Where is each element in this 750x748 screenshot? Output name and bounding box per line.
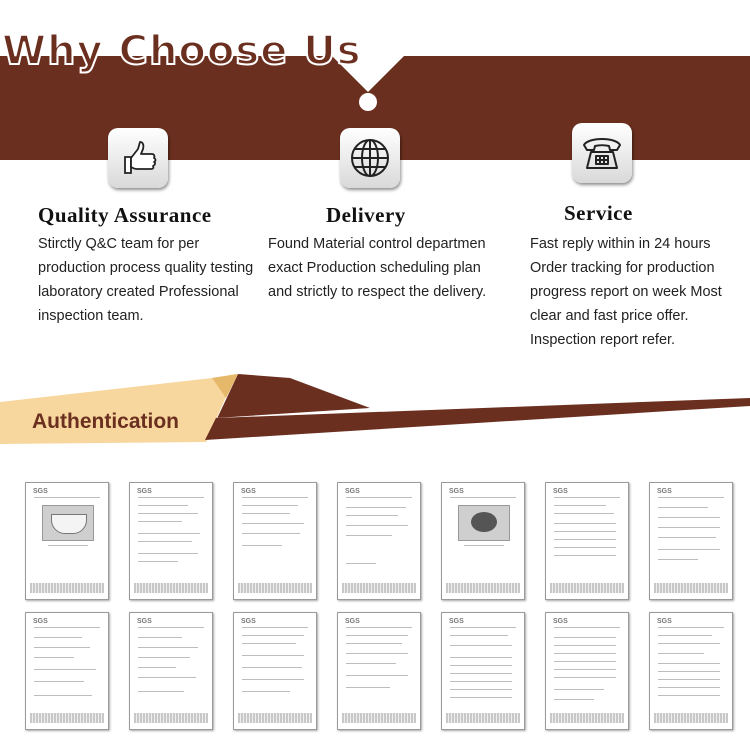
telephone-tile — [572, 123, 632, 183]
telephone-icon — [579, 130, 625, 176]
page-title: Why Choose Us — [2, 28, 362, 74]
feature-title-service: Service — [564, 201, 633, 225]
sgs-logo: SGS — [241, 618, 256, 625]
feature-text-quality — [38, 232, 253, 328]
authentication-title: Authentication — [32, 410, 179, 433]
feature-line: exact Production scheduling plan — [268, 260, 481, 276]
thumbs-up-tile — [108, 128, 168, 188]
sgs-logo: SGS — [33, 488, 48, 495]
feature-line: Inspection report refer. — [530, 332, 676, 348]
certificate-doc — [441, 482, 525, 600]
feature-line: Order tracking for production — [530, 260, 715, 276]
certificate-doc — [649, 612, 733, 730]
feature-line: laboratory created Professional — [38, 284, 239, 300]
certificate-doc — [25, 612, 109, 730]
sgs-logo: SGS — [137, 488, 152, 495]
feature-line: Stirctly Q&C team for per — [38, 236, 200, 252]
globe-tile — [340, 128, 400, 188]
sgs-logo: SGS — [137, 618, 152, 625]
feature-line: and strictly to respect the delivery. — [268, 284, 487, 300]
certificate-doc — [129, 482, 213, 600]
sgs-logo: SGS — [449, 618, 464, 625]
certificate-doc — [233, 482, 317, 600]
feature-line: inspection team. — [38, 308, 144, 324]
sgs-logo: SGS — [553, 618, 568, 625]
feature-title-delivery: Delivery — [326, 203, 406, 227]
sgs-logo: SGS — [657, 618, 672, 625]
feature-line: progress report on week Most — [530, 284, 722, 300]
feature-text-delivery — [268, 232, 486, 304]
sgs-logo: SGS — [345, 488, 360, 495]
sgs-logo: SGS — [657, 488, 672, 495]
certificate-doc — [545, 482, 629, 600]
feature-line: clear and fast price offer. — [530, 308, 689, 324]
feature-line: Fast reply within in 24 hours — [530, 236, 711, 252]
product-photo — [42, 505, 94, 541]
feature-text-service — [530, 232, 722, 352]
certificate-doc — [233, 612, 317, 730]
certificate-doc — [649, 482, 733, 600]
sgs-logo: SGS — [449, 488, 464, 495]
thumbs-up-icon — [116, 136, 160, 180]
certificate-doc — [337, 482, 421, 600]
certificate-doc — [337, 612, 421, 730]
globe-icon — [347, 135, 393, 181]
feature-line: production process quality testing — [38, 260, 254, 276]
certificate-doc — [545, 612, 629, 730]
certificate-doc — [129, 612, 213, 730]
certificate-doc — [25, 482, 109, 600]
banner-dot — [359, 93, 377, 111]
product-photo — [458, 505, 510, 541]
feature-title-quality: Quality Assurance — [38, 203, 212, 227]
certificate-doc — [441, 612, 525, 730]
sgs-logo: SGS — [553, 488, 568, 495]
sgs-logo: SGS — [345, 618, 360, 625]
sgs-logo: SGS — [241, 488, 256, 495]
sgs-logo: SGS — [33, 618, 48, 625]
feature-line: Found Material control departmen — [268, 236, 486, 252]
